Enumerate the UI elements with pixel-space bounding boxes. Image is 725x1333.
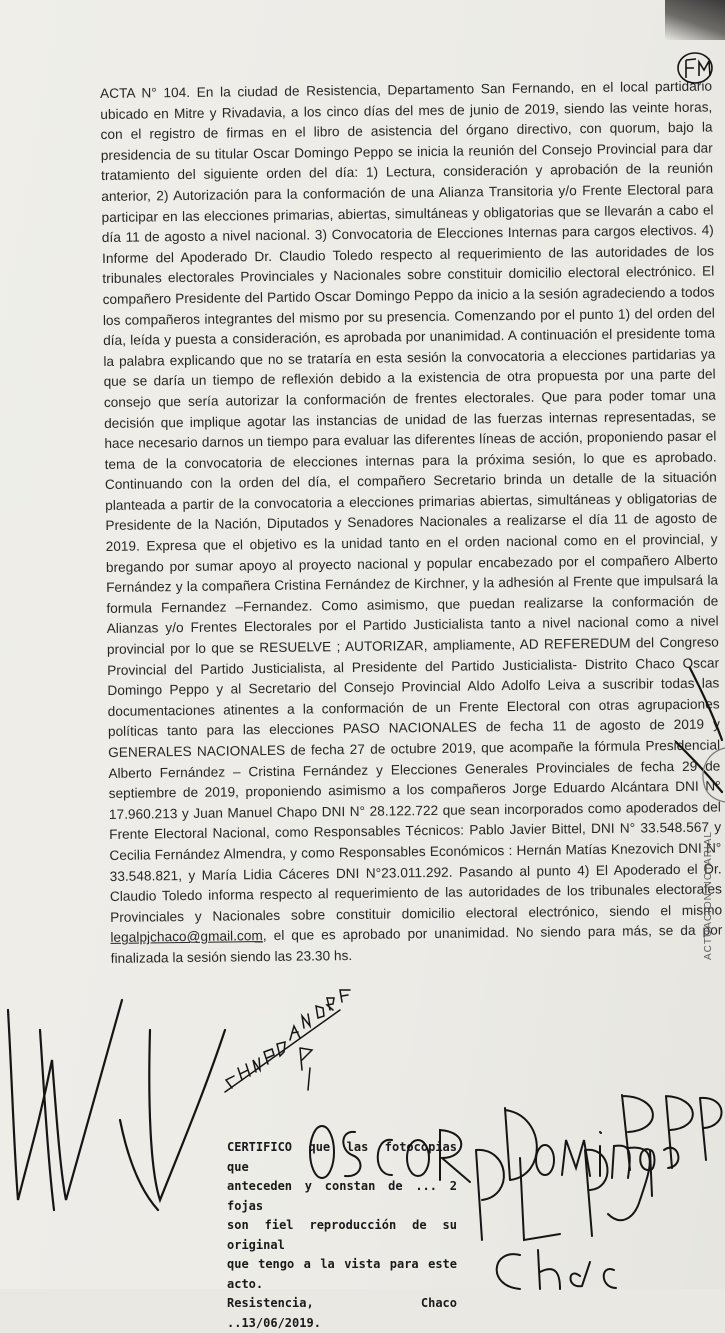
- corner-initials-mark: [678, 53, 712, 83]
- cert-line: que tengo a la vista para este acto.: [227, 1257, 457, 1291]
- acta-text: ACTA N° 104. En la ciudad de Resistencia, Departamento San Fernando, en el local partidario ubicado en Mitre y Rivadavia, a los cinco días del mes de junio de 2019, siendo las veinte horas, con el registro de firmas en el libro de asistencia del órgano directivo, con quorum, bajo la presidencia de su titular Oscar Domingo Peppo se inicia la reunión del Consejo Provincial para dar tratamiento del siguiente orden del día: 1) Lectura, consideración y aprobación de la reunión anterior, 2) Autorización para la conformación de una Alianza Transitoria y/o Frente Electoral para participar en las elecciones primarias, abiertas, simultáneas y obligatorias que se llevarán a cabo el día 11 de agosto a nivel nacional. 3) Convocatoria de Elecciones Internas para cargos electivos. 4) Informe del Apoderado Dr. Claudio Toledo respecto al requerimiento de las autoridades de los tribunales electorales Provinciales y Nacionales sobre constituir domicilio electoral electrónico. El compañero Presidente del Partido Oscar Domingo Peppo da inicio a la sesión agradeciendo a todos los compañeros integrantes del mismo por su presencia. Comenzando por el punto 1) del orden del día, leída y puesta a consideración, es aprobada por unanimidad. A continuación el presidente toma la palabra explicando que no se trataría en esta sesión la convocatoria a elecciones partidarias ya que se daría un tiempo de reflexión debido a la existencia de otra propuesta por una parte del consejo que sería autorizar la conformación de frentes electorales. Que para poder tomar una decisión que implique agotar las instancias de unidad de las fuerzas internas representadas, se hace necesario darnos un tiempo para evaluar las diferentes líneas de acción, proponiendo pasar el tema de la convocatoria de elecciones internas para la próxima sesión, lo que es aprobado. Continuando con la orden del día, el compañero Secretario brinda un detalle de la situación planteada a partir de la convocatoria a elecciones primarias abiertas, simultáneas y obligatorias de Presidente de la Nación, Diputados y Senadores Nacionales a realizarse el día 11 de agosto de 2019. Expresa que el objetivo es la unidad tanto en el orden nacional como en el provincial, y bregando por sumar apoyo al proyecto nacional y popular encabezado por el compañero Alberto Fernández y la compañera Cristina Fernández de Kirchner, y la adhesión al Frente que impulsará la formula Fernandez –Fernandez. Como asimismo, que puedan realizarse la conformación de Alianzas y/o Frentes Electorales por el Partido Justicialista tanto a nivel nacional como a nivel provincial por lo que se RESUELVE ; AUTORIZAR, ampliamente, AD REFEREDUM del Congreso Provincial del Partido Justicialista, al Presidente del Partido Justicialista- Distrito Chaco Oscar Domingo Peppo y al Secretario del Consejo Provincial Aldo Adolfo Leiva a suscribir todas las documentaciones atinentes a la conformación de un Frente Electoral con otras agrupaciones políticas tanto para las elecciones PASO NACIONALES de fecha 11 de agosto de 2019 y GENERALES NACIONALES de fecha 27 de octubre 2019, que acompañe la fórmula Presidencial Alberto Fernández – Cristina Fernández y Elecciones Generales Provinciales de fecha 29 de septiembre de 2019, proponiendo asimismo a los compañeros Jorge Eduardo Alcántara DNI N° 17.960.213 y Juan Manuel Chapo DNI N° 28.122.722 que sean incorporados como apoderados del Frente Electoral Nacional, como Responsables Técnicos: Pablo Javier Bittel, DNI N° 33.548.567 y Cecilia Fernández Almendra, y como Responsables Económicos : Hernán Matías Knezovich DNI N° 33.548.821, y María Lidia Cáceres DNI N°23.011.292. Pasando al punto 4) El Apoderado el Dr. Claudio Toledo informa respecto al requerimiento de las autoridades de los tribunales electorales Provinciales y Nacionales sobre constituir domicilio electoral electrónico, siendo el mismo: [100, 78, 723, 925]
- cert-line: Resistencia, Chaco ..13/06/2019.: [227, 1296, 457, 1330]
- notarial-stamp-text: ACTUACION NOTARIAL: [703, 831, 714, 960]
- email-address: legalpjchaco@gmail.com: [110, 928, 263, 946]
- cert-line: anteceden y constan de ... 2 fojas: [227, 1179, 457, 1213]
- cert-line: son fiel reproducción de su original: [227, 1218, 457, 1252]
- margin-strokes: [676, 668, 722, 792]
- peppo-signature: [310, 1095, 722, 1196]
- chapo-signature: [225, 990, 350, 1092]
- acta-closing: , el que es aprobado por unanimidad. No siendo para más, se da por finalizada la sesión siendo las 23.30 hs.: [110, 922, 723, 966]
- cert-line: CERTIFICO que las fotocopias que: [227, 1140, 457, 1174]
- left-signature: [8, 1000, 225, 1210]
